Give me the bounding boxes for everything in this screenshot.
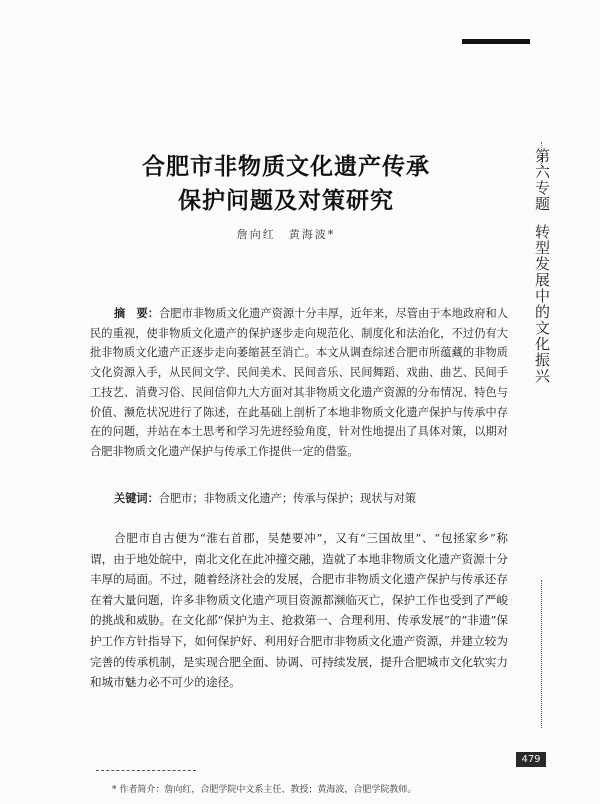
body-paragraph: 合肥市自古便为“淮右首郡，吴楚要冲”，又有“三国故里”、“包拯家乡”称谓，由于地处皖中，南北文化在此冲撞交融，造就了本地非物质文化遗产资源十分丰厚的局面。不过，随着经济社会的发展，合肥市非物质文化遗产保护与传承还存在着大量问题，许多非物质文化遗产项目资源都濒临灭亡，保护工作也受到了严峻的挑战和威胁。在文化部“保护为主、抢救第一、合理利用、传承发展”的“非遗”保护工作方针指导下，如何保护好、利用好合肥市非物质文化遗产资源，并建立较为完善的传承机制，是实现合肥全面、协调、可持续发展，提升合肥城市文化软实力和城市魅力必不可少的途径。 <box>90 531 508 690</box>
page-number: 479 <box>516 752 546 767</box>
article-title-line2: 保护问题及对策研究 <box>178 188 394 214</box>
section-side-title-part1: 第六专题 <box>533 148 551 212</box>
article-title-line1: 合肥市非物质文化遗产传承 <box>142 154 430 180</box>
keywords-line <box>114 489 508 508</box>
header-rule <box>462 39 530 44</box>
keywords-text: 合肥市；非物质文化遗产；传承与保护；现状与对策 <box>158 492 417 505</box>
keywords-label: 关键词： <box>114 492 159 505</box>
abstract-text: 合肥市非物质文化遗产资源十分丰厚，近年来，尽管由于本地政府和人民的重视，使非物质文化遗产的保护逐步走向规范化、制度化和法治化，不过仍有大批非物质文化遗产正逐步走向萎缩甚至消亡。本文从调查综述合肥市所蕴藏的非物质文化资源入手，从民间文学、民间美术、民间音乐、民间舞蹈、戏曲、曲艺、民间手工技艺、消费习俗、民间信仰九大方面对其非物质文化遗产资源的分布情况、特色与价值、濒危状况进行了陈述，在此基础上剖析了本地非物质文化遗产保护与传承中存在的问题，并站在本土思考和学习先进经验角度，针对性地提出了具体对策，以期对合肥非物质文化遗产保护与传承工作提供一定的借鉴。 <box>90 307 508 458</box>
margin-dotted-line-lower <box>541 580 542 728</box>
section-side-title-part2: 转型发展中的文化振兴 <box>533 224 551 384</box>
section-side-title <box>530 148 552 384</box>
abstract-label: 摘 要： <box>114 307 160 320</box>
footnote-rule <box>96 770 196 771</box>
article-authors: 詹向红 黄海波* <box>236 228 336 241</box>
author-footnote: * 作者简介：詹向红，合肥学院中文系主任、教授；黄海波，合肥学院教师。 <box>112 785 417 795</box>
abstract-paragraph <box>90 304 508 462</box>
